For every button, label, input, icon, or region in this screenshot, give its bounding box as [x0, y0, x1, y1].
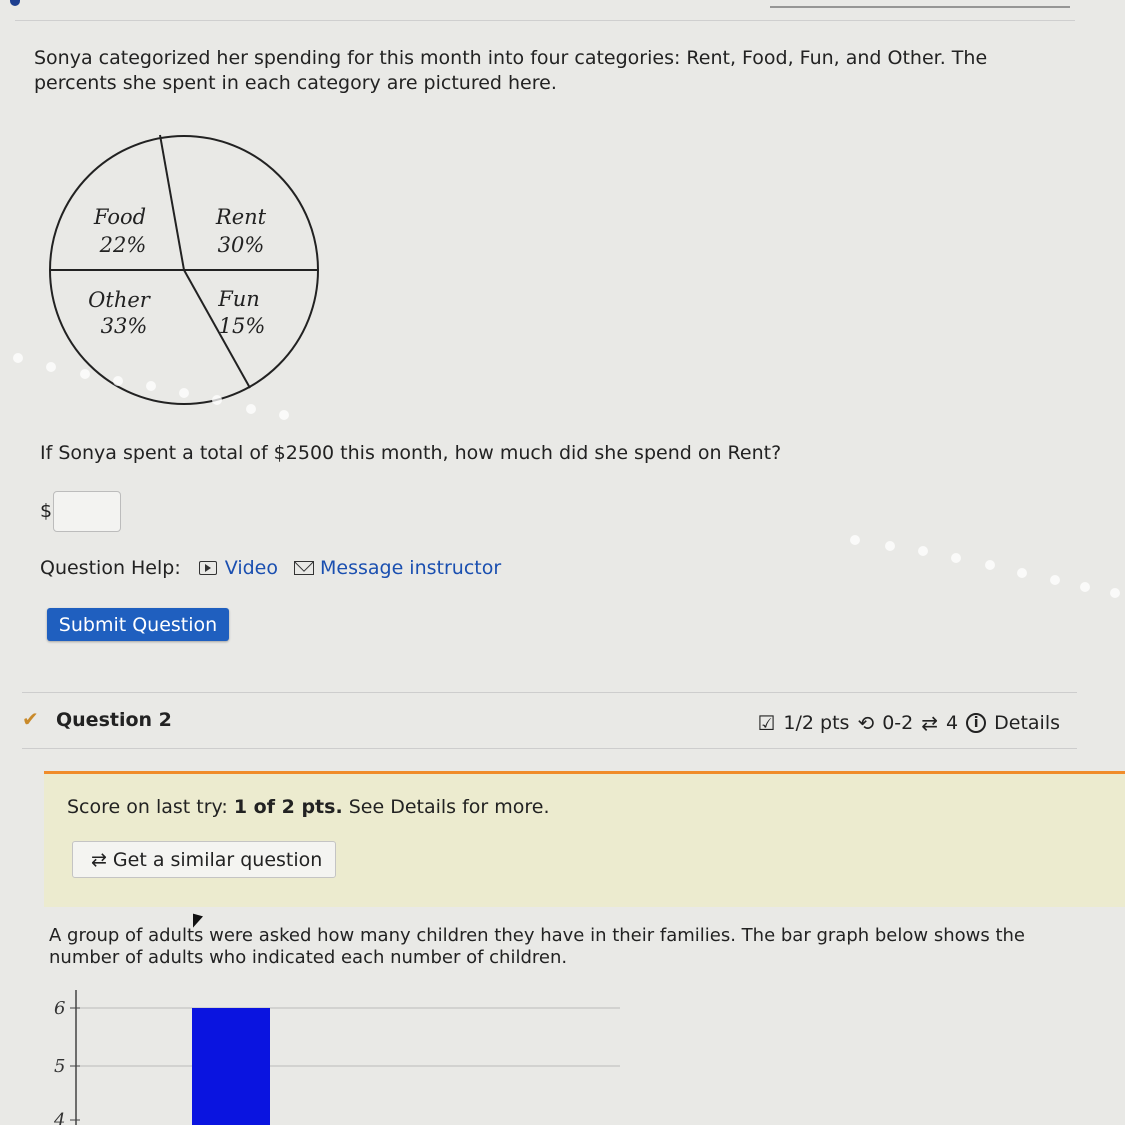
retry-icon: ⇄	[91, 848, 107, 871]
question-help	[40, 557, 501, 579]
answer-input[interactable]	[53, 491, 121, 532]
question-2-prompt: A group of adults were asked how many children they have in their families. The bar graph below shows the number of adults who indicated each number of children.	[49, 925, 1025, 968]
check-icon: ✔	[22, 707, 39, 731]
previous-question-edge	[0, 0, 1125, 22]
question-1-text: If Sonya spent a total of $2500 this month, how much did she spend on Rent?	[40, 442, 782, 464]
question-help-label: Question Help:	[40, 557, 181, 579]
pie-percent-rent: 30%	[217, 233, 265, 257]
divider	[22, 692, 1077, 693]
pie-percent-other: 33%	[100, 314, 148, 338]
score-panel	[44, 771, 1125, 907]
header-meta-fragment	[770, 0, 1070, 8]
question-2-header	[22, 703, 1072, 743]
attempts-label: 0-2	[882, 712, 914, 734]
question-2-title: Question 2	[56, 709, 172, 731]
retry-icon: ⇄	[921, 711, 939, 735]
message-instructor-label: Message instructor	[319, 557, 502, 579]
score-text	[67, 796, 550, 818]
mail-icon	[294, 561, 314, 575]
pie-label-fun: Fun	[218, 287, 260, 311]
points-label: 1/2 pts	[783, 712, 850, 734]
score-prefix: Score on last try:	[67, 796, 228, 818]
status-icon-fragment	[10, 0, 20, 6]
video-link[interactable]	[199, 557, 278, 579]
submit-question-button[interactable]: Submit Question	[47, 608, 229, 641]
score-value: 1 of 2 pts.	[233, 796, 343, 818]
retries-label: 4	[946, 712, 959, 734]
details-link[interactable]: Details	[994, 712, 1060, 734]
message-instructor-link[interactable]	[278, 557, 501, 579]
pie-percent-food: 22%	[99, 233, 147, 257]
question-1-prompt: Sonya categorized her spending for this month into four categories: Rent, Food, Fun, and Other. The percents she spent in each category are pictured here.	[34, 47, 988, 94]
question-2-meta	[757, 711, 1060, 735]
similar-question-label: Get a similar question	[112, 848, 323, 871]
mouse-cursor	[193, 914, 203, 931]
undo-icon: ⟲	[857, 711, 875, 735]
y-tick-label: 4	[54, 1110, 66, 1125]
video-icon	[199, 561, 217, 575]
pie-label-other: Other	[88, 288, 150, 312]
pie-percent-fun: 15%	[218, 314, 266, 338]
bar-chart	[40, 990, 640, 1125]
pie-label-rent: Rent	[215, 205, 267, 229]
currency-symbol: $	[40, 500, 53, 522]
y-tick-label: 5	[54, 1056, 66, 1077]
bar	[192, 1008, 270, 1125]
video-link-label: Video	[224, 557, 278, 579]
divider	[22, 748, 1077, 749]
divider	[15, 20, 1075, 21]
score-suffix: See Details for more.	[348, 796, 550, 818]
checkbox-icon: ☑	[757, 711, 776, 735]
y-tick-label: 6	[54, 998, 66, 1019]
pie-label-food: Food	[93, 205, 147, 229]
info-icon[interactable]: i	[966, 713, 986, 733]
get-similar-question-button[interactable]	[72, 841, 336, 878]
